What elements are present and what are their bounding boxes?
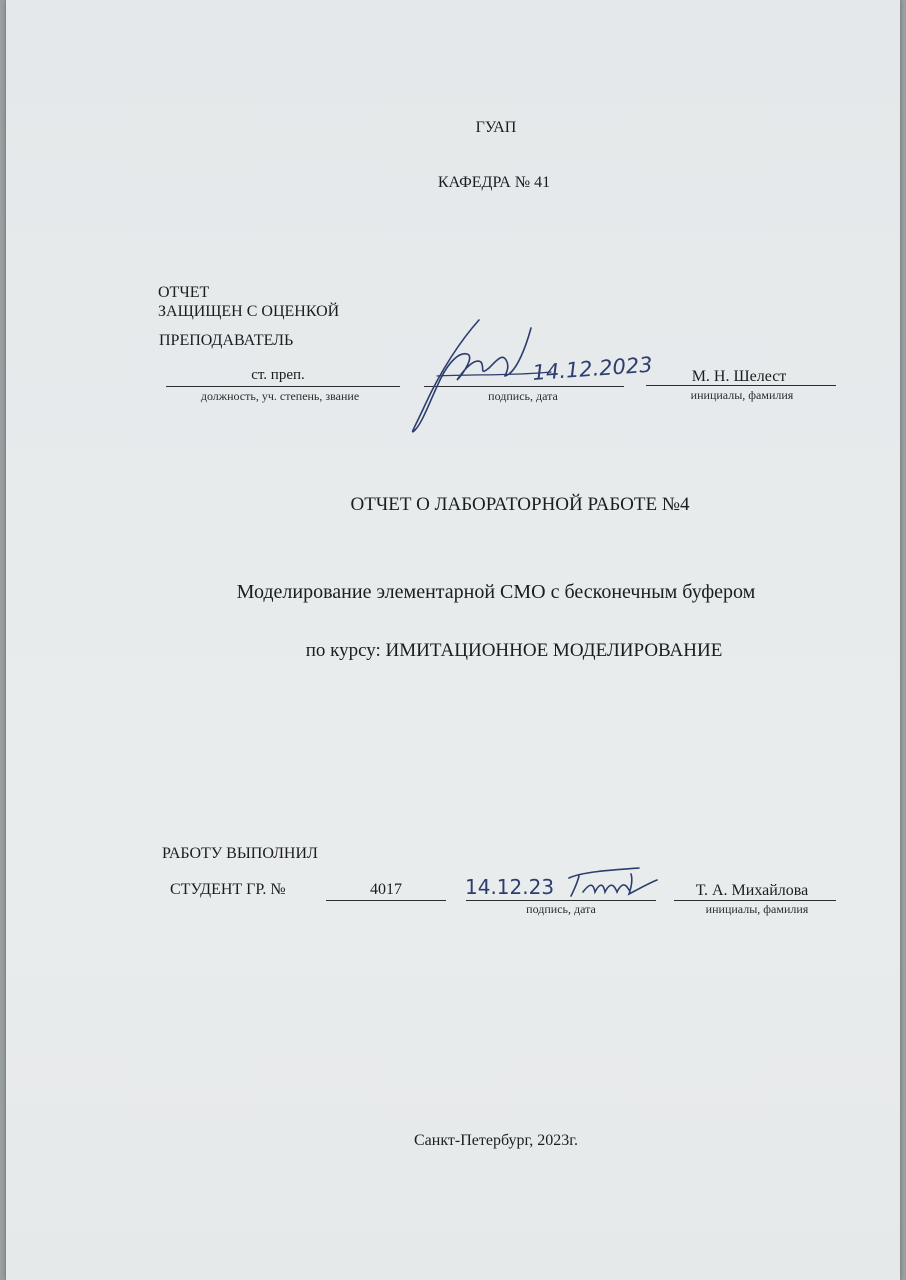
teacher-name: М. Н. Шелест xyxy=(691,368,787,385)
teacher-signature-caption: подпись, дата xyxy=(488,389,558,403)
student-name-caption: инициалы, фамилия xyxy=(705,902,809,916)
performer-label: РАБОТУ ВЫПОЛНИЛ xyxy=(162,845,318,862)
title-page xyxy=(6,0,900,1280)
student-signature-caption: подпись, дата xyxy=(526,902,596,916)
department-name: КАФЕДРА № 41 xyxy=(437,174,551,191)
student-signature xyxy=(461,862,671,904)
report-title: ОТЧЕТ О ЛАБОРАТОРНОЙ РАБОТЕ №4 xyxy=(350,494,690,515)
student-group-line xyxy=(326,900,446,901)
teacher-name-caption: инициалы, фамилия xyxy=(690,388,794,402)
approval-line-1: ОТЧЕТ xyxy=(158,284,210,301)
course-name: по курсу: ИМИТАЦИОННОЕ МОДЕЛИРОВАНИЕ xyxy=(305,640,723,661)
student-group-number: 4017 xyxy=(370,881,402,898)
teacher-position: ст. преп. xyxy=(251,367,305,383)
teacher-signature xyxy=(401,310,654,440)
university-name: ГУАП xyxy=(475,119,517,136)
student-signature-date: 14.12.23 xyxy=(465,875,555,899)
teacher-position-line xyxy=(166,386,400,387)
student-group-label: СТУДЕНТ ГР. № xyxy=(170,881,286,898)
student-name: Т. А. Михайлова xyxy=(695,882,809,899)
teacher-name-line xyxy=(646,385,836,386)
report-topic: Моделирование элементарной СМО с бесконечным буфером xyxy=(236,581,756,603)
teacher-position-caption: должность, уч. степень, звание xyxy=(200,389,360,403)
teacher-role-label: ПРЕПОДАВАТЕЛЬ xyxy=(159,332,294,349)
student-name-line xyxy=(674,900,836,901)
city-year: Санкт-Петербург, 2023г. xyxy=(413,1132,579,1149)
approval-line-2: ЗАЩИЩЕН С ОЦЕНКОЙ xyxy=(158,303,340,320)
teacher-signature-date: 14.12.2023 xyxy=(531,352,654,385)
